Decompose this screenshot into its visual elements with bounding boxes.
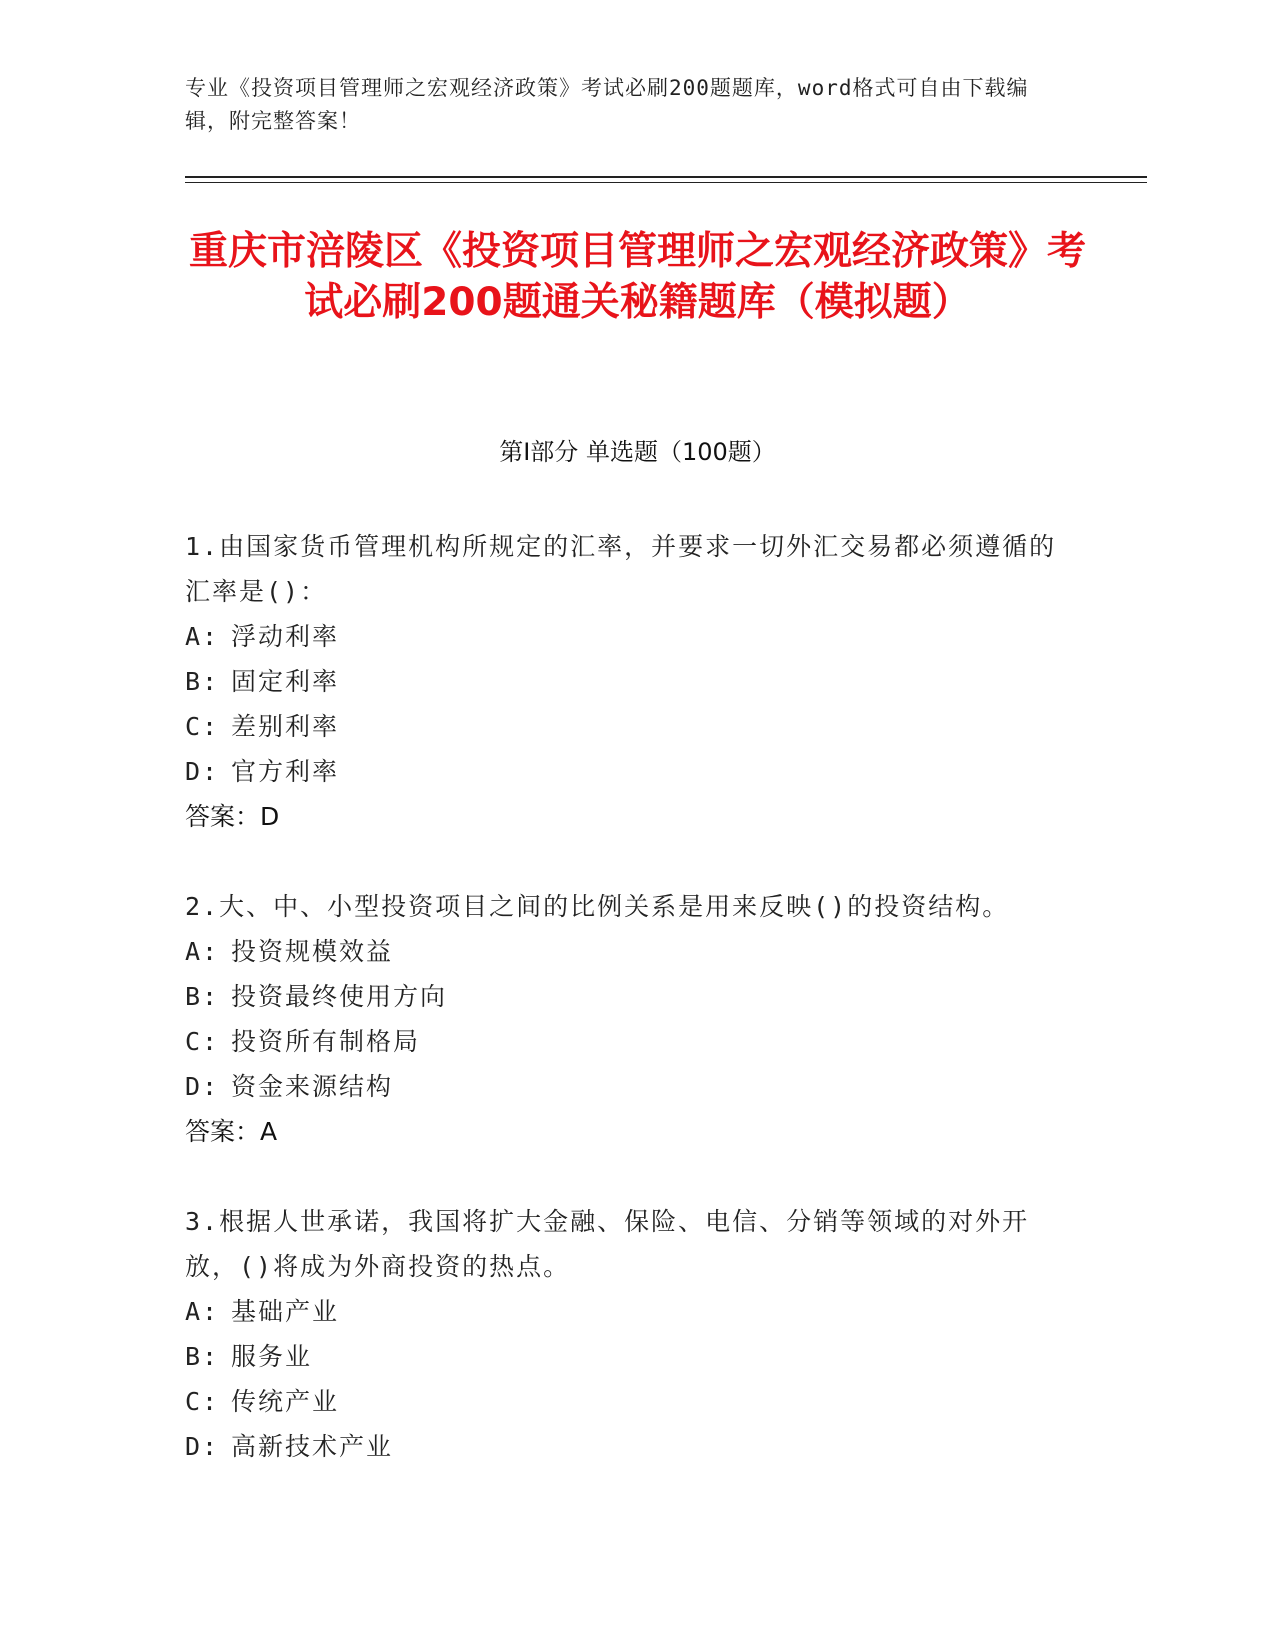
option-text: 投资所有制格局	[231, 1027, 421, 1056]
option-c	[185, 704, 1065, 749]
question-3	[185, 1199, 1065, 1469]
option-a	[185, 614, 1065, 659]
option-letter: D:	[185, 1072, 220, 1101]
document-title: 重庆市涪陵区《投资项目管理师之宏观经济政策》考试必刷200题通关秘籍题库（模拟题）	[188, 229, 1086, 325]
option-text: 投资最终使用方向	[231, 982, 448, 1011]
option-letter: D:	[185, 1432, 220, 1461]
option-b	[185, 659, 1065, 704]
header-rule-thick	[185, 176, 1147, 178]
option-letter: B:	[185, 667, 220, 696]
option-letter: B:	[185, 982, 220, 1011]
section-title: 第I部分 单选题（100题）	[499, 438, 776, 466]
option-d	[185, 749, 1065, 794]
header-note: 专业《投资项目管理师之宏观经济政策》考试必刷200题题库，word格式可自由下载编辑，附完整答案！	[185, 76, 1029, 133]
answer-line: 答案：D	[185, 802, 280, 831]
option-letter: A:	[185, 1297, 220, 1326]
option-c	[185, 1019, 1065, 1064]
question-stem: 3.根据人世承诺，我国将扩大金融、保险、电信、分销等领域的对外开放，()将成为外商投资的热点。	[185, 1207, 1030, 1281]
option-letter: B:	[185, 1342, 220, 1371]
option-letter: C:	[185, 1387, 220, 1416]
option-text: 差别利率	[231, 712, 340, 741]
option-c	[185, 1379, 1065, 1424]
option-b	[185, 1334, 1065, 1379]
option-d	[185, 1424, 1065, 1469]
option-text: 传统产业	[231, 1387, 340, 1416]
option-text: 浮动利率	[231, 622, 340, 651]
option-d	[185, 1064, 1065, 1109]
option-letter: A:	[185, 937, 220, 966]
header-rule-thin	[185, 182, 1147, 183]
option-a	[185, 929, 1065, 974]
question-1	[185, 524, 1065, 839]
option-text: 高新技术产业	[231, 1432, 394, 1461]
question-stem: 1.由国家货币管理机构所规定的汇率，并要求一切外汇交易都必须遵循的汇率是()：	[185, 532, 1057, 606]
answer-line: 答案：A	[185, 1117, 278, 1146]
option-letter: C:	[185, 1027, 220, 1056]
option-text: 服务业	[231, 1342, 313, 1371]
option-text: 资金来源结构	[231, 1072, 394, 1101]
option-letter: A:	[185, 622, 220, 651]
question-list	[185, 524, 1065, 1514]
question-2	[185, 884, 1065, 1154]
question-stem: 2.大、中、小型投资项目之间的比例关系是用来反映()的投资结构。	[185, 892, 1010, 921]
option-text: 固定利率	[231, 667, 340, 696]
option-letter: D:	[185, 757, 220, 786]
option-a	[185, 1289, 1065, 1334]
option-b	[185, 974, 1065, 1019]
option-text: 基础产业	[231, 1297, 340, 1326]
option-text: 投资规模效益	[231, 937, 394, 966]
option-letter: C:	[185, 712, 220, 741]
option-text: 官方利率	[231, 757, 340, 786]
